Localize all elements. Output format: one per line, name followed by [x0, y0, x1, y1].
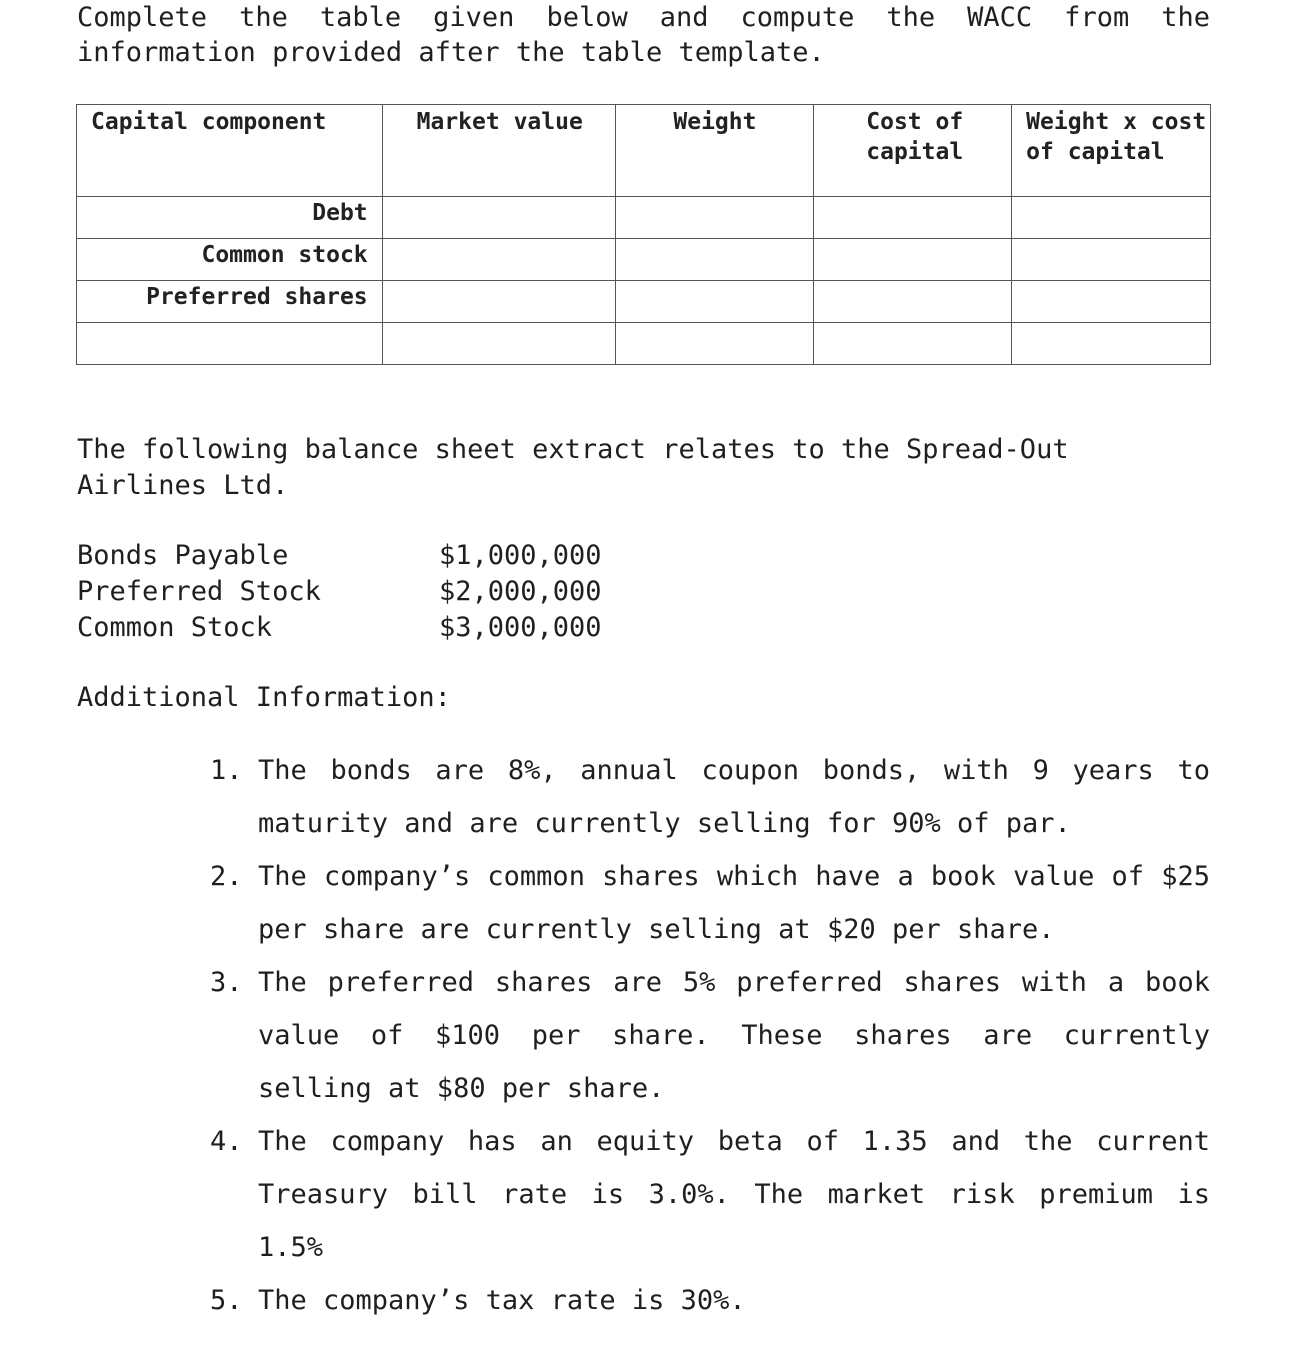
instructions-text: Complete the table given below and compute the WACC from the information provided after the table template.: [77, 2, 1210, 68]
table-row: [77, 281, 1211, 323]
table-cell: [814, 197, 1012, 239]
list-item: [210, 850, 1210, 956]
row-label-preferred-shares: Preferred shares: [77, 281, 383, 323]
list-item-number: 4.: [210, 1126, 243, 1157]
table-cell: [814, 323, 1012, 365]
list-item-text: The preferred shares are 5% preferred shares with a book value of $100 per share. These shares are currently selling at $80 per share.: [258, 967, 1210, 1104]
list-item: [210, 744, 1210, 850]
additional-info-list: [210, 744, 1210, 1327]
list-item-number: 1.: [210, 755, 243, 786]
list-item-text: The company’s tax rate is 30%.: [258, 1285, 746, 1316]
balance-sheet-row: [77, 538, 602, 574]
header-market-value: Market value: [382, 105, 616, 197]
table-cell: [814, 281, 1012, 323]
row-label-blank: [77, 323, 383, 365]
balance-sheet-label: Bonds Payable: [77, 540, 289, 571]
list-item-number: 3.: [210, 967, 243, 998]
table-cell: [1012, 281, 1211, 323]
list-item-number: 5.: [210, 1285, 243, 1316]
table-cell: [1012, 239, 1211, 281]
additional-info-heading: Additional Information:: [77, 682, 451, 713]
balance-sheet-value: $1,000,000: [439, 540, 602, 571]
table-cell: [382, 239, 616, 281]
table-cell: [382, 323, 616, 365]
balance-sheet-row: [77, 610, 602, 646]
table-row-total: [77, 323, 1211, 365]
list-item: [210, 1115, 1210, 1274]
list-item-number: 2.: [210, 861, 243, 892]
table-cell: [616, 197, 814, 239]
header-cost-of-capital: Cost of capital: [814, 105, 1012, 197]
list-item-text: The company has an equity beta of 1.35 and the current Treasury bill rate is 3.0%. The market risk premium is 1.5%: [258, 1126, 1210, 1263]
list-item: [210, 1274, 1210, 1327]
balance-sheet-extract: [77, 538, 602, 646]
table-cell: [616, 323, 814, 365]
list-item-text: The bonds are 8%, annual coupon bonds, with 9 years to maturity and are currently selling for 90% of par.: [258, 755, 1210, 839]
balance-sheet-value: $3,000,000: [439, 612, 602, 643]
table-cell: [814, 239, 1012, 281]
balance-sheet-label: Preferred Stock: [77, 576, 321, 607]
table-cell: [616, 281, 814, 323]
row-label-common-stock: Common stock: [77, 239, 383, 281]
balance-sheet-value: $2,000,000: [439, 576, 602, 607]
list-item-text: The company’s common shares which have a book value of $25 per share are currently selling at $20 per share.: [258, 861, 1210, 945]
header-weight-x-cost: Weight x cost of capital: [1012, 105, 1211, 197]
table-header-row: [77, 105, 1211, 197]
row-label-debt: Debt: [77, 197, 383, 239]
header-weight: Weight: [616, 105, 814, 197]
table-cell: [616, 239, 814, 281]
header-capital-component: Capital component: [77, 105, 383, 197]
list-item: [210, 956, 1210, 1115]
table-row: [77, 239, 1211, 281]
balance-sheet-label: Common Stock: [77, 612, 273, 643]
table-cell: [1012, 323, 1211, 365]
balance-sheet-row: [77, 574, 602, 610]
table-cell: [382, 197, 616, 239]
wacc-table: [76, 104, 1211, 365]
balance-sheet-intro: The following balance sheet extract relates to the Spread-Out Airlines Ltd.: [77, 434, 1069, 501]
table-row: [77, 197, 1211, 239]
table-cell: [382, 281, 616, 323]
table-cell: [1012, 197, 1211, 239]
